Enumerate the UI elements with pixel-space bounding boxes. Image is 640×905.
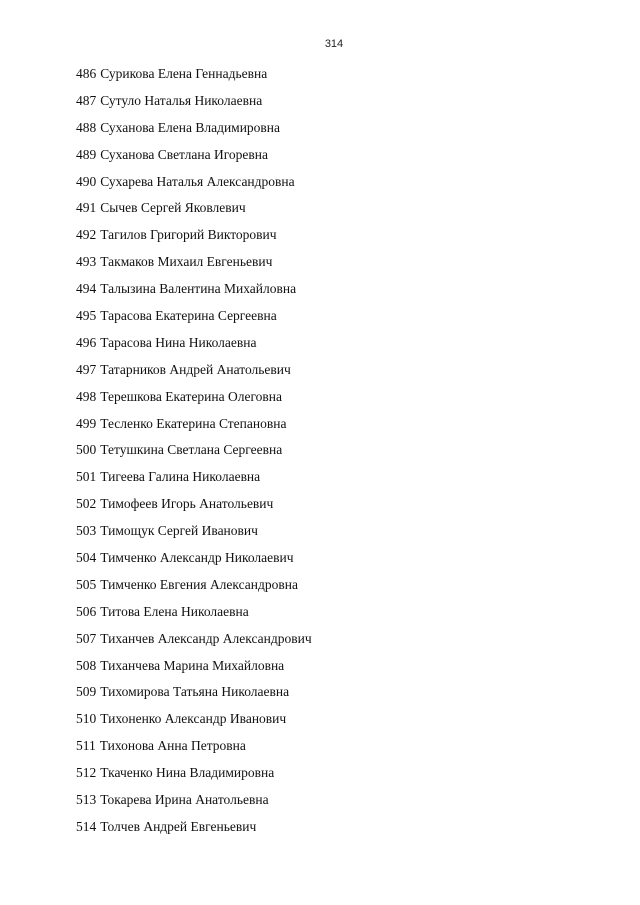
entry-name: Сухарева Наталья Александровна [100,173,295,189]
entry-number: 499 [76,415,97,431]
list-item [76,763,312,790]
list-item [76,360,312,387]
list-item [76,333,312,360]
entry-name: Тетушкина Светлана Сергеевна [100,442,283,458]
list-item [76,198,312,225]
entry-name: Тимченко Евгения Александровна [100,576,298,592]
entry-number: 511 [76,738,96,754]
list-item [76,709,312,736]
entry-number: 498 [76,388,97,404]
list-item [76,252,312,279]
entry-number: 501 [76,469,97,485]
list-item [76,494,312,521]
entry-number: 505 [76,576,97,592]
entry-name: Ткаченко Нина Владимировна [100,765,275,781]
entry-number: 502 [76,496,97,512]
entry-number: 507 [76,630,97,646]
list-item [76,279,312,306]
entry-name: Суханова Светлана Игоревна [100,146,268,162]
entry-number: 486 [76,66,97,81]
list-item [76,91,312,118]
list-item [76,225,312,252]
entry-number: 504 [76,550,97,566]
entry-name: Сычев Сергей Яковлевич [100,200,246,216]
entry-name: Тиханчева Марина Михайловна [100,657,285,673]
entry-name: Суханова Елена Владимировна [100,119,281,135]
list-item [76,682,312,709]
entry-number: 506 [76,603,97,619]
entry-name: Тагилов Григорий Викторович [100,227,277,243]
list-item [76,736,312,763]
entry-name: Тимофеев Игорь Анатольевич [100,496,274,512]
entry-name: Тигеева Галина Николаевна [100,469,261,485]
entry-number: 490 [76,173,97,189]
entry-name: Толчев Андрей Евгеньевич [100,818,257,834]
entry-name: Сурикова Елена Геннадьевна [100,66,268,81]
list-item [76,790,312,817]
list-item [76,387,312,414]
list-item [76,548,312,575]
entry-name: Терешкова Екатерина Олеговна [100,388,283,404]
list-item [76,145,312,172]
name-list [76,64,312,844]
list-item [76,440,312,467]
entry-name: Тиханчев Александр Александрович [100,630,312,646]
entry-name: Титова Елена Николаевна [100,603,249,619]
entry-number: 488 [76,119,97,135]
list-item [76,172,312,199]
entry-number: 508 [76,657,97,673]
entry-name: Сутуло Наталья Николаевна [100,92,263,108]
entry-number: 495 [76,308,97,324]
entry-number: 497 [76,361,97,377]
page-number: 314 [324,38,344,50]
entry-number: 500 [76,442,97,458]
entry-number: 512 [76,765,97,781]
entry-number: 494 [76,281,97,297]
list-item [76,629,312,656]
entry-number: 514 [76,818,97,834]
entry-name: Такмаков Михаил Евгеньевич [100,254,273,270]
list-item [76,521,312,548]
entry-number: 510 [76,711,97,727]
entry-name: Тарасова Екатерина Сергеевна [100,308,277,324]
entry-name: Тимощук Сергей Иванович [100,523,258,539]
entry-name: Татарников Андрей Анатольевич [100,361,291,377]
entry-number: 493 [76,254,97,270]
list-item [76,602,312,629]
list-item [76,118,312,145]
entry-number: 509 [76,684,97,700]
list-item [76,64,312,91]
entry-name: Тесленко Екатерина Степановна [100,415,287,431]
entry-name: Токарева Ирина Анатольевна [100,792,269,808]
list-item [76,817,312,844]
entry-number: 487 [76,92,97,108]
entry-number: 496 [76,334,97,350]
entry-number: 513 [76,792,97,808]
entry-name: Тимченко Александр Николаевич [100,550,294,566]
list-item [76,656,312,683]
entry-number: 489 [76,146,97,162]
entry-number: 503 [76,523,97,539]
list-item [76,575,312,602]
entry-name: Тихонова Анна Петровна [99,738,246,754]
entry-name: Тихомирова Татьяна Николаевна [100,684,290,700]
list-item [76,467,312,494]
list-item [76,306,312,333]
entry-number: 491 [76,200,97,216]
entry-name: Талызина Валентина Михайловна [100,281,297,297]
entry-name: Тарасова Нина Николаевна [100,334,257,350]
list-item [76,414,312,441]
entry-name: Тихоненко Александр Иванович [100,711,287,727]
entry-number: 492 [76,227,97,243]
